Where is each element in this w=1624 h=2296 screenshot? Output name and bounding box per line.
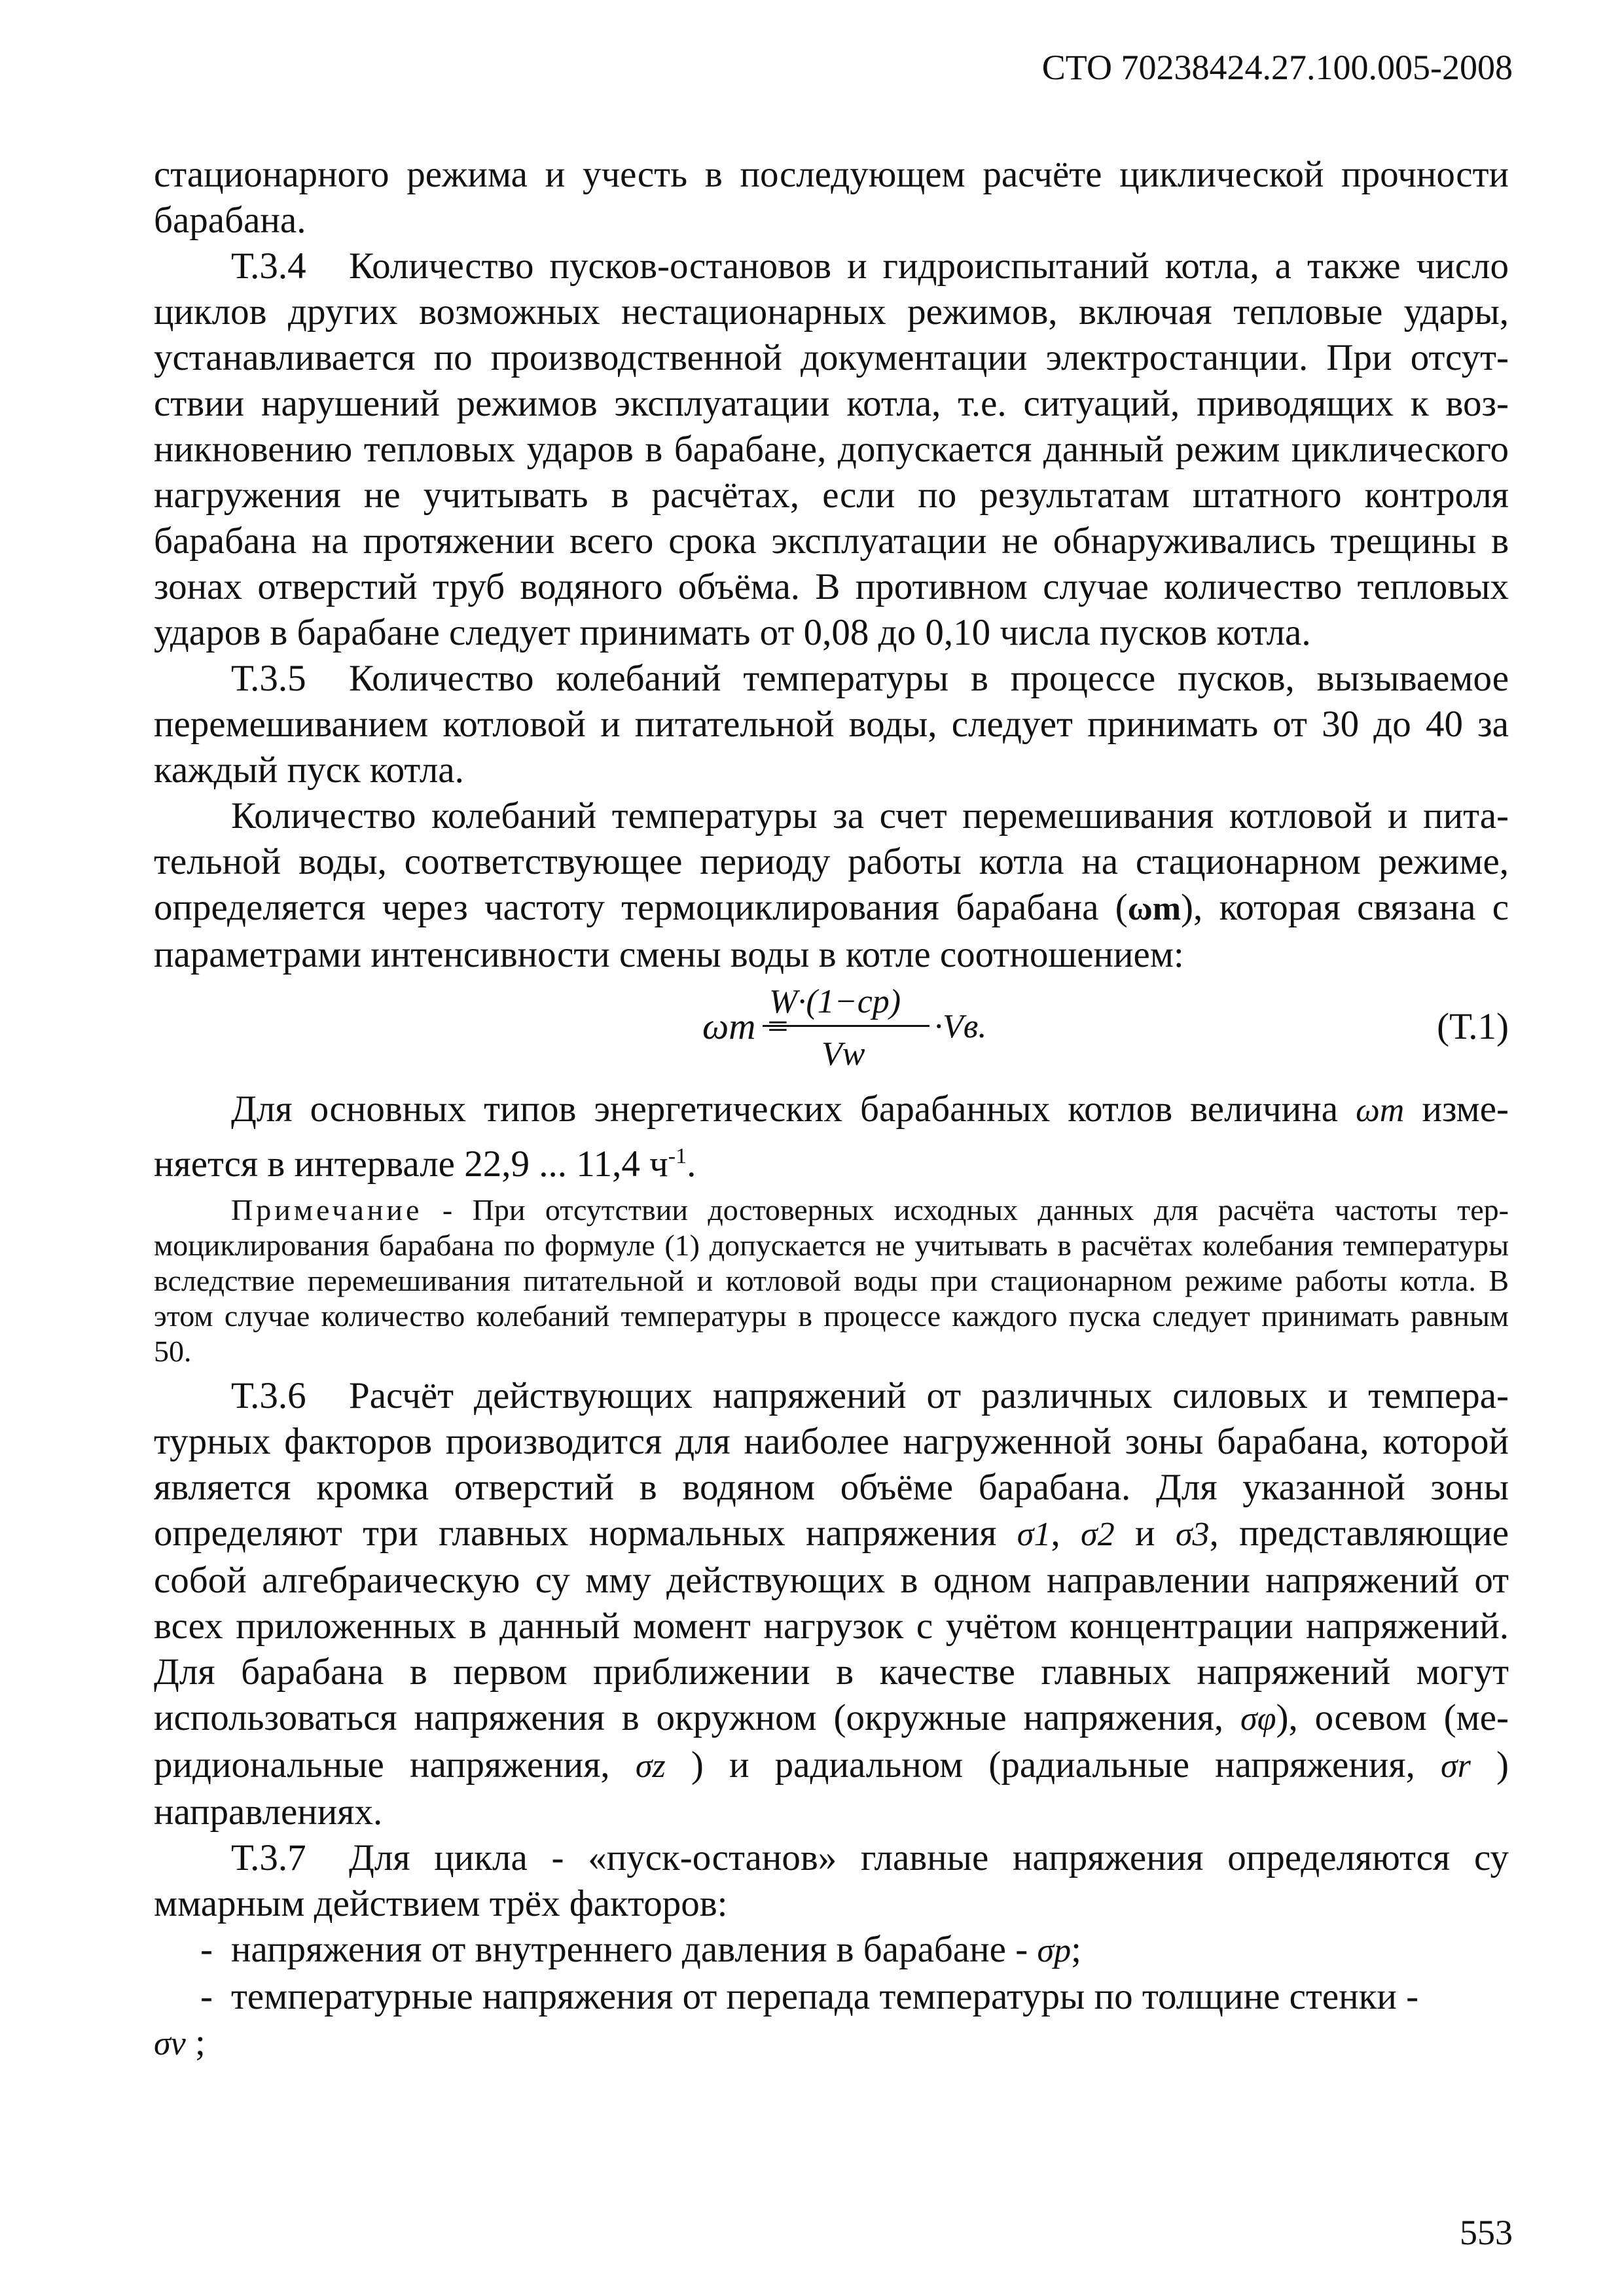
paragraph-t34 — [154, 243, 1509, 656]
paragraph-t36: Т.3.6 Расчёт действующих напряжений от различных силовых и температурных факторов производится для наиболее нагруженной зоны барабана, которой является кромка отверстий в водяном объёме барабана. Для указанной зоны определяют три главных нормальных напряжения σ1, σ2 и σ3, представляющие собой алгебраическую су мму действующих в одном направлении напряжений от всех приложенных в данный момент нагрузок с учётом концентрации напряжений. Для барабана в первом приближении в качестве главных напряжений могут использоваться напряжения в окружном (окружные напряжения, σφ), осевом (меридиональные напряжения, σz ) и радиальном (радиальные напряжения, σr ) направлениях. — [154, 1373, 1509, 1835]
list-item — [154, 1974, 1509, 2020]
paragraph-text: Для цикла - «пуск-останов» главные напряжения определяются су ммарным действием трёх факторов: — [154, 1837, 1509, 1924]
sigma-3-symbol: σ3 — [1175, 1516, 1210, 1553]
formula-multiplier: ·Vв. — [934, 1008, 987, 1045]
paragraph-text: , представляющие собой алгебраическую су мму действующих в одном направлении напряжений от всех приложенных в данный момент нагрузок с учётом концентрации напряжений. Для барабана в первом приближении в качестве главных напряжений могут использоваться напряжения в окружном (окружные напряжения, — [154, 1513, 1509, 1738]
fraction-bar — [763, 1025, 929, 1027]
formula-lhs: ωm = — [702, 1006, 791, 1047]
section-number: Т.3.6 — [231, 1375, 306, 1416]
formula-label: (Т.1) — [1437, 1006, 1509, 1047]
sigma-1-symbol: σ1 — [1017, 1516, 1051, 1553]
page-body — [154, 152, 1509, 2067]
paragraph-interval — [154, 1086, 1509, 1187]
note-text: - При отсутствии достоверных исходных данных для расчёта частоты термоциклирования барабана по формуле (1) допускается не учитывать в расчётах колебания температуры вследствие перемешивания питательной и котловой воды при стационарном режиме работы котла. В этом случае количество колебаний температуры в процессе каждого пуска следует принимать равным 50. — [154, 1193, 1509, 1368]
paragraph-text: ) направлениях. — [154, 1744, 1509, 1833]
sigma-p-symbol: σp — [1037, 1932, 1072, 1969]
omega-symbol: ωm — [1127, 890, 1182, 927]
list-item — [154, 1927, 1509, 1974]
list-item-text — [231, 1927, 1509, 1974]
paragraph-frequency — [154, 793, 1509, 978]
list-marker: - — [200, 1929, 213, 1970]
sigma-2-symbol: σ2 — [1081, 1516, 1115, 1553]
document-code-header: СТО 70238424.27.100.005-2008 — [1041, 48, 1513, 87]
paragraph-text: Количество колебаний температуры в процессе пусков, вызываемое перемешиванием котловой и питательной воды, следует принимать от 30 до 40 за каждый пуск котла. — [154, 658, 1509, 791]
paragraph-t35 — [154, 656, 1509, 793]
sigma-phi-symbol: σφ — [1240, 1700, 1276, 1738]
item-end: ; — [194, 2022, 206, 2063]
sigma-z-symbol: σz — [635, 1748, 666, 1785]
paragraph-text: Расчёт действующих напряжений от различных силовых и температурных факторов производится для наиболее нагруженной зоны барабана, которой является кромка отверстий в водяном объёме барабана. Для указанной зоны определяют три главных нормальных напряжения — [154, 1375, 1509, 1554]
period: . — [687, 1143, 696, 1185]
paragraph-text: ), осевом (меридиональные напряжения, — [154, 1697, 1509, 1785]
formula-t1 — [154, 979, 1509, 1084]
list-item-text: температурные напряжения от перепада температуры по толщине стенки - — [231, 1976, 1419, 2017]
section-number: Т.3.5 — [231, 658, 306, 699]
section-number: Т.3.7 — [231, 1837, 306, 1878]
list-item-continuation — [154, 2020, 1509, 2067]
omega-symbol: ωm — [1356, 1092, 1405, 1129]
paragraph-text: Количество пусков-остановов и гидроиспытаний котла, а также число циклов других возможных нестационарных режимов, включая тепловые удары, устанавливается по производственной документации электростанции. При отсутствии нарушений режимов эксплуатации котла, т.е. ситуаций, приводящих к возникновению тепловых ударов в барабане, допускается данный режим циклического нагружения не учитывать в расчётах, если по результатам штатного контроля барабана на протяжении всего срока эксплуатации не обнаруживались трещины в зонах отверстий труб водяного объёма. В противном случае количество тепловых ударов в барабане следует принимать от 0,08 до 0,10 числа пусков котла. — [154, 245, 1509, 653]
paragraph-t37 — [154, 1835, 1509, 1927]
conjunction: и — [1135, 1513, 1155, 1554]
paragraph-text: изменяется в интервале 22,9 ... 11,4 ч — [154, 1088, 1509, 1185]
section-number: Т.3.4 — [231, 245, 306, 287]
list-marker: - — [200, 1976, 213, 2017]
item-end: ; — [1071, 1929, 1081, 1970]
page-number: 553 — [1460, 2213, 1513, 2252]
item-text: напряжения от внутреннего давления в барабане - — [231, 1929, 1028, 1970]
note-block — [154, 1193, 1509, 1369]
paragraph-continuation: стационарного режима и учесть в последующем расчёте циклической прочности барабана. — [154, 154, 1509, 241]
paragraph-text: ), которая связана с параметрами интенсивности смены воды в котле соотношением: — [154, 887, 1509, 975]
formula-denominator: Vw — [821, 1035, 865, 1073]
paragraph-text: ) и радиальном (радиальные напряжения, — [691, 1744, 1415, 1785]
sigma-r-symbol: σr — [1440, 1748, 1471, 1785]
formula-numerator: W·(1−cp) — [769, 983, 901, 1020]
paragraph-text: Для основных типов энергетических барабанных котлов величина — [231, 1088, 1339, 1130]
sigma-v-symbol: σv — [154, 2025, 186, 2062]
paragraph-text: Количество колебаний температуры за счет перемешивания котловой и питательной воды, соответствующее периоду работы котла на стационарном режиме, определяется через частоту термоциклирования барабана ( — [154, 795, 1509, 928]
note-label: Примечание — [231, 1193, 423, 1227]
superscript: -1 — [668, 1144, 687, 1168]
